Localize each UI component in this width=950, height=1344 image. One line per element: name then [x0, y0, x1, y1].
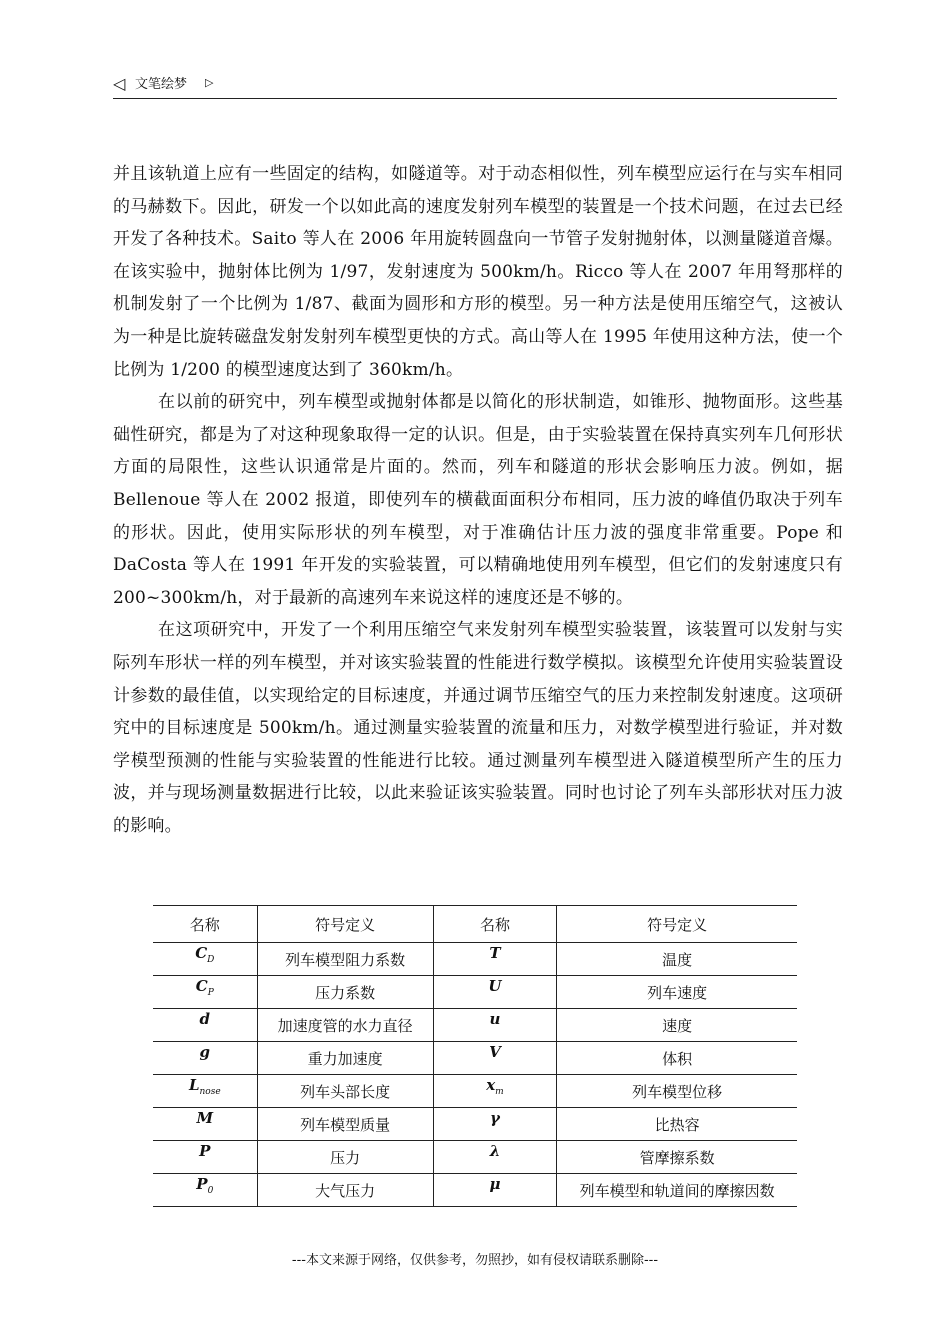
symbol-subscript: 0	[207, 1185, 214, 1196]
symbol-cell	[153, 1141, 257, 1174]
definition-cell: 大气压力	[257, 1174, 433, 1207]
definition-cell: 压力系数	[257, 976, 433, 1009]
definition-cell: 列车头部长度	[257, 1075, 433, 1108]
symbol-cell	[153, 1174, 257, 1207]
triangle-right-icon: ▷	[205, 76, 214, 89]
footer-disclaimer: ---本文来源于网络，仅供参考，勿照抄，如有侵权请联系删除---	[291, 1253, 659, 1268]
symbol	[200, 1043, 211, 1061]
symbol-cell	[433, 1174, 556, 1207]
symbol-cell	[153, 1042, 257, 1075]
symbol-letter: λ	[489, 1141, 501, 1160]
symbol-letter: U	[488, 976, 502, 995]
definition-cell: 加速度管的水力直径	[257, 1009, 433, 1042]
paragraph: 并且该轨道上应有一些固定的结构，如隧道等。对于动态相似性，列车模型应运行在与实车相同的马赫数下。因此，研发一个以如此高的速度发射列车模型的装置是一个技术问题，在过去已经开发了各种技术。Saito 等人在 2006 年用旋转圆盘向一节管子发射抛射体，以测量隧道音爆。在该实验中，抛射体比例为 1/97，发射速度为 500km/h。Ricco 等人在 2007 年用弩那样的机制发射了一个比例为 1/87、截面为圆形和方形的模型。另一种方法是使用压缩空气，这被认为一种是比旋转磁盘发射发射列车模型更快的方式。高山等人在 1995 年使用这种方法，使一个比例为 1/200 的模型速度达到了 360km/h。	[113, 164, 843, 380]
symbol	[197, 1109, 214, 1127]
symbol-subscript: D	[207, 954, 215, 965]
symbol-cell	[433, 943, 556, 976]
symbol	[195, 976, 214, 998]
symbol-letter: d	[199, 1009, 211, 1028]
table-row	[153, 976, 797, 1009]
symbol	[195, 943, 215, 965]
symbol	[196, 1174, 214, 1196]
symbol-cell	[433, 976, 556, 1009]
definition-cell: 速度	[557, 1009, 797, 1042]
definition-cell: 列车模型位移	[557, 1075, 797, 1108]
symbol-letter: T	[489, 943, 501, 962]
table-header-row	[153, 906, 797, 943]
definition-cell: 列车速度	[557, 976, 797, 1009]
symbol-letter: u	[489, 1009, 501, 1028]
symbol	[490, 1010, 501, 1028]
symbol-letter: C	[195, 976, 208, 995]
table-row	[153, 1009, 797, 1042]
symbol	[489, 1043, 501, 1061]
definition-cell: 温度	[557, 943, 797, 976]
table-row	[153, 1075, 797, 1108]
body-text	[113, 158, 843, 842]
symbol	[488, 977, 501, 995]
symbol-subscript: m	[495, 1086, 504, 1097]
symbol-letter: C	[195, 943, 208, 962]
symbol-table	[153, 905, 797, 1207]
symbol-cell	[433, 1042, 556, 1075]
paragraph: 在以前的研究中，列车模型或抛射体都是以简化的形状制造，如锥形、抛物面形。这些基础性研究，都是为了对这种现象取得一定的认识。但是，由于实验装置在保持真实列车几何形状方面的局限性，这些认识通常是片面的。然而，列车和隧道的形状会影响压力波。例如，据 Bellenoue 等人在 2002 报道，即使列车的横截面面积分布相同，压力波的峰值仍取决于列车的形状。因此，使用实际形状的列车模型，对于准确估计压力波的强度非常重要。Pope 和 DaCosta 等人在 1991 年开发的实验装置，可以精确地使用列车模型，但它们的发射速度只有 200~300km/h，对于最新的高速列车来说这样的速度还是不够的。	[113, 392, 843, 608]
symbol-subscript: nose	[199, 1086, 221, 1097]
symbol-letter: P	[196, 1174, 208, 1193]
header-title: 文笔绘梦	[135, 77, 188, 92]
table-row	[153, 1042, 797, 1075]
table-row	[153, 1108, 797, 1141]
symbol-cell	[433, 1009, 556, 1042]
symbol	[490, 1142, 501, 1160]
symbol-cell	[433, 1075, 556, 1108]
symbol-cell	[433, 1141, 556, 1174]
symbol	[489, 1175, 500, 1193]
column-header: 符号定义	[257, 906, 433, 943]
column-header: 名称	[153, 906, 257, 943]
definition-cell: 压力	[257, 1141, 433, 1174]
symbol-letter: P	[199, 1141, 211, 1160]
table-row	[153, 1174, 797, 1207]
definition-cell: 体积	[557, 1042, 797, 1075]
triangle-left-icon: ◁	[113, 74, 126, 93]
page-header	[113, 74, 837, 99]
definition-cell: 列车模型阻力系数	[257, 943, 433, 976]
symbol-letter: L	[188, 1075, 200, 1094]
column-header: 名称	[433, 906, 556, 943]
paragraph: 在这项研究中，开发了一个利用压缩空气来发射列车模型实验装置，该装置可以发射与实际列车形状一样的列车模型，并对该实验装置的性能进行数学模拟。该模型允许使用实验装置设计参数的最佳值，以实现给定的目标速度，并通过调节压缩空气的压力来控制发射速度。这项研究中的目标速度是 500km/h。通过测量实验装置的流量和压力，对数学模型进行验证，并对数学模型预测的性能与实验装置的性能进行比较。通过测量列车模型进入隧道模型所产生的压力波，并与现场测量数据进行比较，以此来验证该实验装置。同时也讨论了列车头部形状对压力波的影响。	[113, 620, 843, 836]
symbol-letter: g	[199, 1042, 211, 1061]
table-row	[153, 943, 797, 976]
symbol-cell	[153, 943, 257, 976]
symbol-subscript: P	[207, 987, 214, 998]
symbol-cell	[153, 976, 257, 1009]
definition-cell: 列车模型质量	[257, 1108, 433, 1141]
symbol-cell	[153, 1009, 257, 1042]
table-row	[153, 1141, 797, 1174]
symbol	[486, 1075, 504, 1097]
symbol-cell	[153, 1108, 257, 1141]
symbol-letter: γ	[490, 1108, 500, 1127]
symbol	[489, 944, 500, 962]
definition-cell: 重力加速度	[257, 1042, 433, 1075]
symbol	[200, 1010, 211, 1028]
definition-cell: 管摩擦系数	[557, 1141, 797, 1174]
symbol-cell	[153, 1075, 257, 1108]
symbol	[490, 1109, 500, 1127]
symbol	[188, 1075, 221, 1097]
symbol-letter: V	[489, 1042, 501, 1061]
definition-cell: 列车模型和轨道间的摩擦因数	[557, 1174, 797, 1207]
symbol-letter: M	[196, 1108, 214, 1127]
definition-cell: 比热容	[557, 1108, 797, 1141]
symbol-cell	[433, 1108, 556, 1141]
symbol-letter: x	[486, 1075, 496, 1094]
symbol	[199, 1142, 210, 1160]
symbol-letter: μ	[489, 1174, 501, 1193]
column-header: 符号定义	[557, 906, 797, 943]
